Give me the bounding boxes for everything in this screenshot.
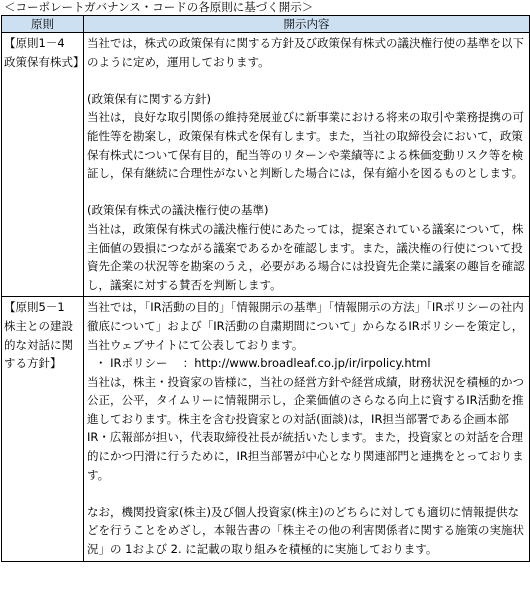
disclosure-table — [1, 15, 530, 562]
section-heading: (政策保有に関する方針) — [87, 91, 211, 106]
disclosure-cell — [84, 297, 530, 561]
table-header-row — [2, 16, 530, 33]
page-title: ＜コーポレートガバナンス・コードの各原則に基づく開示＞ — [4, 0, 314, 14]
paragraph: 当社は，良好な取引関係の維持発展並びに新事業における将来の取引や業務提携の可能性等を勘案し，政策保有株式を保有します。また，当社の取締役会において，政策保有株式について保有目的，配当等のリターンや業績等による株価変動リスク等を検証し，保有継続に合理性がないと判断した場合には，保有縮小を図るものとします。 — [87, 110, 524, 181]
disclosure-cell — [84, 33, 530, 297]
principle-cell: 【原則5－1 株主との建設的な対話に関する方針】 — [2, 297, 84, 561]
paragraph: 当社は，株主・投資家の皆様に，当社の経営方針や経営成績，財務状況を積極的かつ公正，公平，タイムリーに情報開示し，企業価値のさらなる向上に資するIR活動を推進しております。株主を含む投資家との対話(面談)は，IR担当部署である企画本部 IR・広報部が担い，代表取締役社長が統括いたします。また，投資家との対話を合理的にかつ円滑に行うために，IR担当部署が中心となり関連部門と連携をとっております。 — [87, 374, 524, 482]
header-principle: 原則 — [2, 16, 84, 33]
table-row — [2, 33, 530, 297]
paragraph: 当社では，「IR活動の目的」「情報開示の基準」「情報開示の方法」「IRポリシーの社内徹底について」および「IR活動の自粛期間について」からなるIRポリシーを策定し，当社ウェブサイトにて公表しております。 — [87, 300, 524, 352]
ir-policy-link-line[interactable]: ・ IRポリシー ：http://www.broadleaf.co.jp/ir/irpolicy.html — [95, 356, 431, 371]
paragraph: なお，機関投資家(株主)及び個人投資家(株主)のどちらに対しても適切に情報提供などを行うことをめざし，本報告書の「株主その他の利害関係者に関する施策の実施状況」の 1および 2. に記載の取り組みを積極的に実施しております。 — [87, 504, 524, 557]
paragraph: 当社は，政策保有株式の議決権行使にあたっては，提案されている議案について，株主価値の毀損につながる議案であるかを確認します。また，議決権の行使について投資先企業の状況等を勘案のうえ，必要がある場合には投資先企業に議案の趣旨を確認し，議案に対する賛否を判断します。 — [87, 221, 525, 292]
section-heading: (政策保有株式の議決権行使の基準) — [87, 203, 269, 218]
paragraph: 当社では，株式の政策保有に関する方針及び政策保有株式の議決権行使の基準を以下のように定め，運用しております。 — [87, 36, 524, 69]
blank-line — [87, 71, 526, 90]
principle-cell: 【原則1－4 政策保有株式】 — [2, 33, 84, 297]
blank-line — [87, 183, 526, 202]
blank-line — [87, 484, 526, 503]
table-row — [2, 297, 530, 561]
header-disclosure: 開示内容 — [84, 16, 530, 33]
